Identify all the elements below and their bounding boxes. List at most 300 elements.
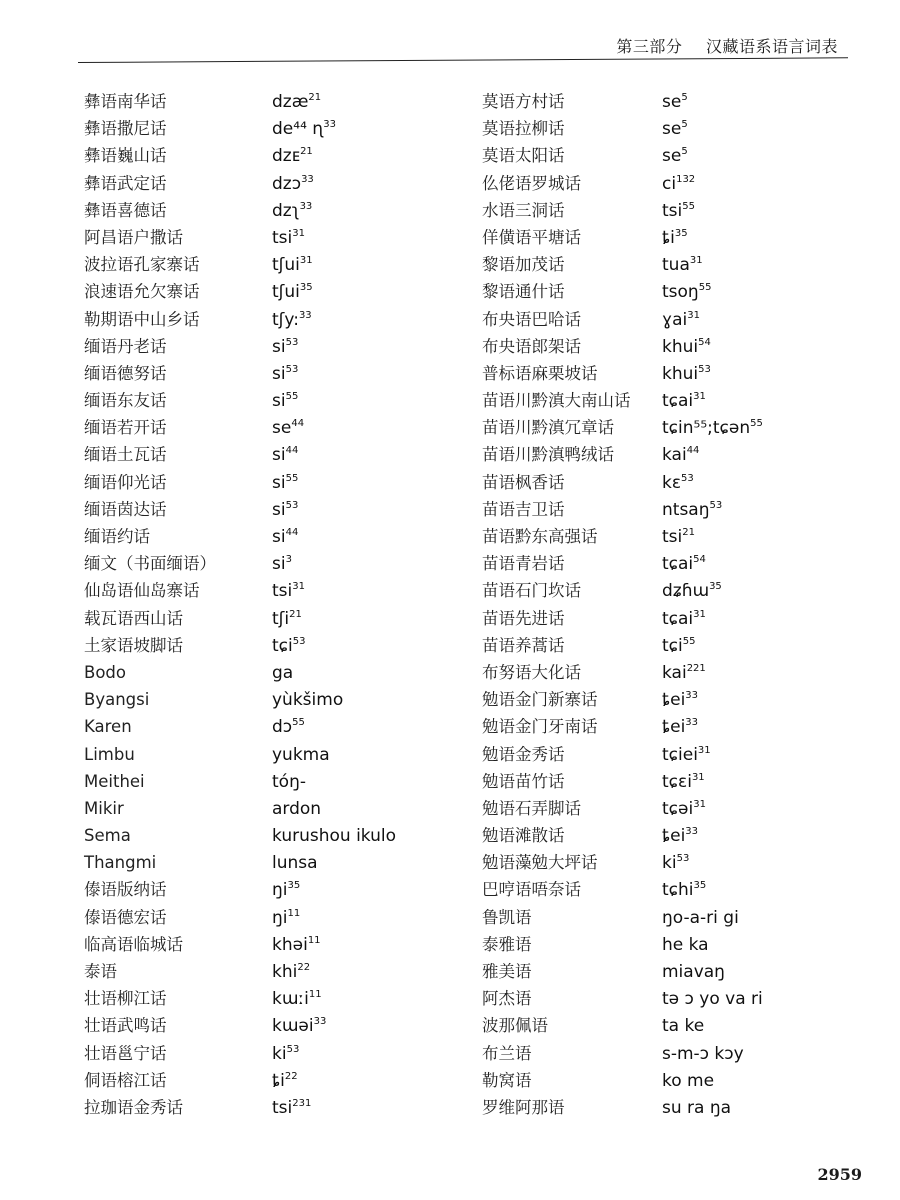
word-form-text: tsi (662, 527, 683, 547)
word-form-text: kɛ (662, 472, 682, 493)
word-form (662, 660, 706, 687)
tone-mark: 53 (681, 472, 694, 484)
word-form (662, 932, 709, 959)
word-entry-row (84, 849, 396, 876)
language-name: 仙岛语仙岛寨话 (84, 581, 200, 601)
word-form (272, 225, 305, 252)
word-form (662, 89, 688, 116)
word-form (272, 252, 313, 279)
tone-mark: 35 (674, 227, 688, 239)
word-entry-row (482, 441, 763, 468)
language-name: 勉语石弄脚话 (482, 798, 581, 818)
tone-mark: 35 (299, 282, 313, 294)
word-entry-row (84, 605, 396, 632)
tone-mark: 55 (682, 200, 695, 212)
language-name: 布央语郎架话 (482, 336, 581, 356)
word-form-text: de⁴⁴ ɳ (272, 119, 324, 140)
language-name: 勉语藻勉大坪话 (482, 853, 598, 873)
word-form (662, 361, 711, 388)
word-entry-row (482, 876, 763, 903)
word-form (272, 279, 313, 306)
word-form-text: tɕɛi (662, 771, 692, 792)
language-name: 壮语柳江话 (84, 989, 167, 1009)
language-name: 苗语川黔滇冗章话 (482, 418, 614, 438)
language-name: 苗语黔东高强话 (482, 527, 598, 546)
word-form-text: ȶei (662, 717, 686, 738)
language-name: 浪速语允欠寨话 (84, 282, 200, 302)
tone-mark: 53 (286, 1043, 300, 1055)
page-number: 2959 (817, 1165, 862, 1184)
language-name: 彝语喜德话 (84, 200, 167, 220)
language-name: 勒窝语 (482, 1070, 532, 1090)
language-name: 缅语丹老话 (84, 336, 167, 356)
word-form (662, 796, 706, 823)
word-form (272, 307, 312, 334)
running-header (616, 34, 838, 57)
language-name: 莫语太阳话 (482, 146, 565, 166)
language-name: 彝语南华话 (84, 92, 167, 111)
word-form (662, 198, 695, 225)
tone-mark: 53 (285, 363, 299, 375)
word-form (662, 578, 722, 605)
word-form-text: kai (662, 662, 687, 683)
tone-mark: 31 (292, 581, 305, 593)
tone-mark: 55 (285, 472, 299, 484)
word-form (272, 714, 305, 741)
word-entry-row (482, 1040, 763, 1067)
word-form (272, 905, 300, 932)
word-form-text: tɕai (662, 391, 694, 412)
language-name: Karen (84, 717, 132, 737)
tone-mark: 33 (685, 826, 699, 838)
language-name: 临高语临城话 (84, 934, 183, 954)
word-form-text: tsi (272, 227, 293, 248)
word-form-text: si (272, 445, 286, 466)
tone-mark: 55 (682, 635, 696, 647)
header-rule (78, 57, 848, 63)
word-entry-row (84, 659, 396, 686)
word-entry-row (84, 876, 396, 903)
word-entry-row (482, 1067, 763, 1094)
word-form-text: ardon (272, 798, 322, 819)
word-form (662, 524, 695, 551)
word-entry-row (84, 142, 396, 169)
word-entry-row (482, 931, 763, 958)
tone-mark: 31 (693, 608, 706, 620)
word-form (662, 986, 763, 1013)
word-form-text: tsoŋ (662, 282, 699, 303)
word-form (272, 497, 298, 524)
word-form (272, 877, 300, 904)
language-name: 莫语方村话 (482, 92, 565, 111)
header-title: 汉藏语系语言词表 (705, 37, 838, 56)
word-form-text: dɔ (272, 717, 293, 738)
header-part: 第三部分 (616, 37, 683, 56)
word-entry-row (482, 496, 763, 523)
language-name: 莫语拉柳话 (482, 119, 565, 139)
language-name: 彝语撒尼话 (84, 119, 167, 139)
language-name: 布兰语 (482, 1043, 532, 1063)
word-form-text: ȶi (662, 227, 675, 248)
tone-mark: 35 (693, 880, 707, 892)
word-form-text: ki (662, 853, 677, 874)
word-form (662, 959, 725, 986)
language-name: 苗语养蒿话 (482, 635, 565, 655)
word-form (272, 1068, 298, 1095)
word-entry-row (84, 88, 396, 115)
word-form-text: ci (662, 173, 677, 194)
tone-mark: 11 (307, 934, 321, 946)
word-form (662, 388, 706, 415)
word-entry-row (482, 958, 763, 985)
word-form (662, 551, 706, 578)
tone-mark: 35 (709, 581, 722, 593)
word-form-text: ȶi (272, 1070, 285, 1091)
word-entry-row (84, 931, 396, 958)
word-entry-row (84, 251, 396, 278)
word-entry-row (482, 605, 763, 632)
language-name: 土家语坡脚话 (84, 635, 183, 655)
language-name: 缅语德努话 (84, 363, 167, 383)
word-form-text: si (272, 391, 286, 412)
tone-mark: 55 (292, 717, 305, 729)
language-name: 苗语青岩话 (482, 554, 565, 574)
word-form-text: tsi (272, 581, 293, 602)
tone-mark: 53 (709, 499, 723, 511)
word-form (662, 1095, 731, 1122)
language-name: 傣语版纳话 (84, 880, 167, 900)
tone-mark: 11 (287, 907, 301, 919)
language-name: 缅语约话 (84, 527, 150, 546)
language-name: 勉语滩散话 (482, 826, 565, 846)
word-entry-row (482, 550, 763, 577)
word-form-text: tua (662, 255, 690, 276)
word-form-text: ta ke (662, 1016, 705, 1037)
word-form (662, 171, 695, 198)
word-entry-row (482, 306, 763, 333)
word-form-text: tʃi (272, 608, 290, 629)
word-entry-row (482, 333, 763, 360)
word-form (272, 850, 318, 877)
word-form-text: dzʅ (272, 200, 300, 221)
word-entry-row (482, 1094, 763, 1121)
word-form-text: kai (662, 445, 687, 466)
tone-mark: 31 (693, 798, 706, 810)
word-form-text: tʃui (272, 255, 300, 276)
word-form (662, 769, 705, 796)
word-form (272, 1095, 311, 1122)
tone-mark: 44 (291, 418, 305, 430)
word-entry-row (482, 795, 763, 822)
word-entry-row (482, 985, 763, 1012)
tone-mark: 33 (299, 200, 313, 212)
word-form (662, 442, 699, 469)
language-name: 壮语邕宁话 (84, 1043, 167, 1063)
word-form-text: dzɔ (272, 173, 302, 194)
word-entry-row (84, 115, 396, 142)
word-form (272, 415, 304, 442)
word-form (272, 823, 396, 850)
word-entry-row (84, 795, 396, 822)
word-entry-row (84, 469, 396, 496)
word-entry-row (482, 523, 763, 550)
language-name: 勉语金秀话 (482, 744, 565, 764)
tone-mark: 31 (299, 255, 313, 267)
word-form-text: tɕi (662, 635, 683, 656)
word-entry-row (84, 306, 396, 333)
language-name: 侗语榕江话 (84, 1070, 167, 1090)
word-entry-row (482, 632, 763, 659)
word-form-text: khəi (272, 934, 308, 955)
tone-mark: 132 (676, 173, 696, 185)
word-entry-row (482, 387, 763, 414)
word-entry-row (84, 741, 396, 768)
language-name: 佯僙语平塘话 (482, 227, 581, 247)
word-form-text: kɯəi (272, 1016, 314, 1037)
word-form (662, 143, 688, 170)
word-form-text: si (272, 527, 286, 547)
word-entry-row (84, 1094, 396, 1121)
word-entry-row (482, 278, 763, 305)
language-name: 拉珈语金秀话 (84, 1097, 183, 1117)
language-name: 缅语土瓦话 (84, 445, 167, 465)
word-entry-row (84, 1067, 396, 1094)
word-form (662, 307, 700, 334)
tone-mark: 5 (681, 146, 688, 158)
language-name: Thangmi (84, 853, 157, 873)
tone-mark: 44 (686, 445, 700, 457)
tone-mark: 31 (292, 227, 305, 239)
word-form-text: lunsa (272, 853, 318, 874)
word-form (272, 959, 310, 986)
language-name: 阿昌语户撒话 (84, 227, 183, 247)
word-entry-row (482, 1012, 763, 1039)
tone-mark: 33 (298, 309, 312, 321)
word-entry-row (84, 713, 396, 740)
word-form-text: yùkšimo (272, 690, 344, 711)
language-name: 勉语金门牙南话 (482, 717, 598, 737)
word-form-text: si (272, 336, 286, 357)
tone-mark: 55 (750, 418, 763, 430)
language-name: 彝语巍山话 (84, 146, 167, 166)
word-entry-row (482, 741, 763, 768)
word-entry-row (84, 170, 396, 197)
tone-mark: 33 (685, 690, 699, 702)
language-name: 缅语东友话 (84, 391, 167, 411)
language-name: 黎语加茂话 (482, 255, 565, 275)
word-entry-row (482, 469, 763, 496)
word-form (662, 1041, 744, 1068)
word-form-text: ŋo-a-ri gi (662, 907, 739, 928)
word-entry-row (482, 686, 763, 713)
word-entry-row (482, 414, 763, 441)
tone-mark: 11 (308, 989, 322, 1001)
word-form (272, 551, 292, 578)
tone-mark: 33 (301, 173, 314, 185)
word-form-text: dzᴇ (272, 146, 301, 167)
word-form (272, 442, 298, 469)
tone-mark: 5 (681, 92, 688, 103)
language-name: 苗语川黔滇鸭绒话 (482, 445, 614, 465)
word-form (272, 633, 305, 660)
word-entry-row (482, 577, 763, 604)
tone-mark: 5 (681, 119, 688, 131)
word-entry-row (84, 523, 396, 550)
word-form-text: su ra ŋa (662, 1097, 732, 1118)
word-entry-row (84, 414, 396, 441)
language-name: 苗语石门坎话 (482, 581, 581, 601)
word-form (272, 524, 298, 551)
word-entry-row (482, 251, 763, 278)
language-name: 水语三洞话 (482, 200, 565, 220)
tone-mark: 31 (697, 744, 711, 756)
language-name: 波拉语孔家寨话 (84, 255, 200, 275)
word-form (272, 660, 293, 687)
word-form-text: he ka (662, 934, 709, 955)
word-form-text: si (272, 363, 286, 384)
language-name: 布央语巴哈话 (482, 309, 581, 329)
word-form-text: ɣai (662, 309, 688, 330)
word-entry-row (482, 88, 763, 115)
word-form (662, 1068, 714, 1095)
word-form-text: ki (272, 1043, 287, 1064)
word-form (272, 1013, 326, 1040)
tone-mark: 53 (292, 635, 306, 647)
word-form-text: tʃy: (272, 309, 299, 330)
right-column (482, 88, 763, 1121)
word-entry-row (482, 142, 763, 169)
word-form-text: dʑɦɯ (662, 581, 710, 602)
word-form (272, 986, 322, 1013)
word-form-text: tóŋ- (272, 771, 306, 792)
word-entry-row (84, 1012, 396, 1039)
language-name: 阿杰语 (482, 989, 532, 1009)
word-form-text: kɯːi (272, 989, 309, 1010)
language-name: 缅文（书面缅语） (84, 554, 216, 574)
language-name: 苗语先进话 (482, 608, 565, 628)
word-entry-row (482, 822, 763, 849)
language-name: 彝语武定话 (84, 173, 167, 193)
word-form-text: tɕin⁵⁵;tɕən (662, 418, 751, 439)
tone-mark: 44 (285, 445, 299, 457)
word-form-text: se (272, 418, 292, 439)
language-name: 载瓦语西山话 (84, 608, 183, 628)
word-form-text: tʃui (272, 282, 300, 303)
word-form (662, 470, 694, 497)
word-form (662, 850, 689, 877)
word-form (272, 470, 298, 497)
language-name: 缅语仰光话 (84, 472, 167, 492)
tone-mark: 55 (285, 391, 299, 403)
word-form-text: ŋi (272, 880, 288, 901)
language-name: 普标语麻栗坡话 (482, 363, 598, 383)
word-form (272, 606, 302, 633)
tone-mark: 22 (284, 1070, 298, 1082)
word-form (662, 334, 711, 361)
left-column (84, 88, 396, 1121)
word-form-text: tsi (662, 200, 683, 221)
word-entry-row (482, 713, 763, 740)
word-entry-row (482, 170, 763, 197)
word-entry-row (84, 768, 396, 795)
language-name: Sema (84, 826, 131, 846)
tone-mark: 33 (323, 119, 336, 131)
word-form-text: ȶei (662, 690, 686, 711)
word-entry-row (84, 360, 396, 387)
language-name: 黎语通什话 (482, 282, 565, 302)
word-form (272, 687, 343, 714)
tone-mark: 231 (292, 1097, 312, 1109)
language-name: Mikir (84, 798, 124, 818)
language-name: 苗语枫香话 (482, 472, 565, 492)
tone-mark: 22 (297, 962, 311, 973)
word-entry-row (84, 985, 396, 1012)
language-name: Byangsi (84, 690, 150, 710)
word-form (662, 877, 706, 904)
word-form-text: khui (662, 363, 699, 384)
language-name: 泰雅语 (482, 934, 532, 954)
tone-mark: 31 (691, 771, 705, 783)
word-form (662, 252, 703, 279)
language-name: 波那佩语 (482, 1016, 548, 1036)
word-form-text: tɕi (272, 635, 293, 656)
tone-mark: 33 (313, 1016, 327, 1028)
word-form (272, 116, 336, 143)
language-name: 巴哼语唔奈话 (482, 880, 581, 900)
tone-mark: 53 (285, 336, 299, 348)
tone-mark: 31 (687, 309, 701, 321)
word-form (272, 388, 298, 415)
word-entry-row (84, 197, 396, 224)
word-entry-row (84, 441, 396, 468)
word-form-text: ko me (662, 1070, 715, 1091)
tone-mark: 21 (682, 527, 695, 538)
tone-mark: 54 (698, 336, 711, 348)
word-entry-row (84, 278, 396, 305)
word-form-text: tɕəi (662, 798, 694, 819)
language-name: 苗语吉卫话 (482, 499, 565, 519)
language-name: 泰语 (84, 962, 117, 981)
word-form (272, 89, 321, 116)
word-entry-row (84, 958, 396, 985)
tone-mark: 21 (289, 608, 302, 620)
language-name: 缅语若开话 (84, 418, 167, 438)
word-form-text: dzæ (272, 92, 309, 112)
word-entry-row (84, 686, 396, 713)
word-form (272, 742, 330, 769)
tone-mark: 33 (685, 717, 699, 729)
language-name: 鲁凯语 (482, 907, 532, 927)
language-name: 勉语苗竹话 (482, 771, 565, 791)
tone-mark: 54 (693, 554, 706, 566)
word-form (662, 415, 763, 442)
tone-mark: 35 (287, 880, 301, 892)
word-form (662, 116, 688, 143)
tone-mark: 31 (689, 255, 703, 267)
word-entry-row (482, 197, 763, 224)
tone-mark: 44 (285, 527, 299, 538)
word-form (662, 905, 739, 932)
word-entry-row (84, 577, 396, 604)
word-form-text: khi (272, 962, 298, 982)
word-entry-row (84, 387, 396, 414)
word-form-text: miavaŋ (662, 962, 725, 982)
word-form (662, 823, 698, 850)
word-form-text: si (272, 472, 286, 493)
word-form (272, 198, 312, 225)
tone-mark: 3 (285, 554, 292, 566)
word-form (272, 769, 306, 796)
